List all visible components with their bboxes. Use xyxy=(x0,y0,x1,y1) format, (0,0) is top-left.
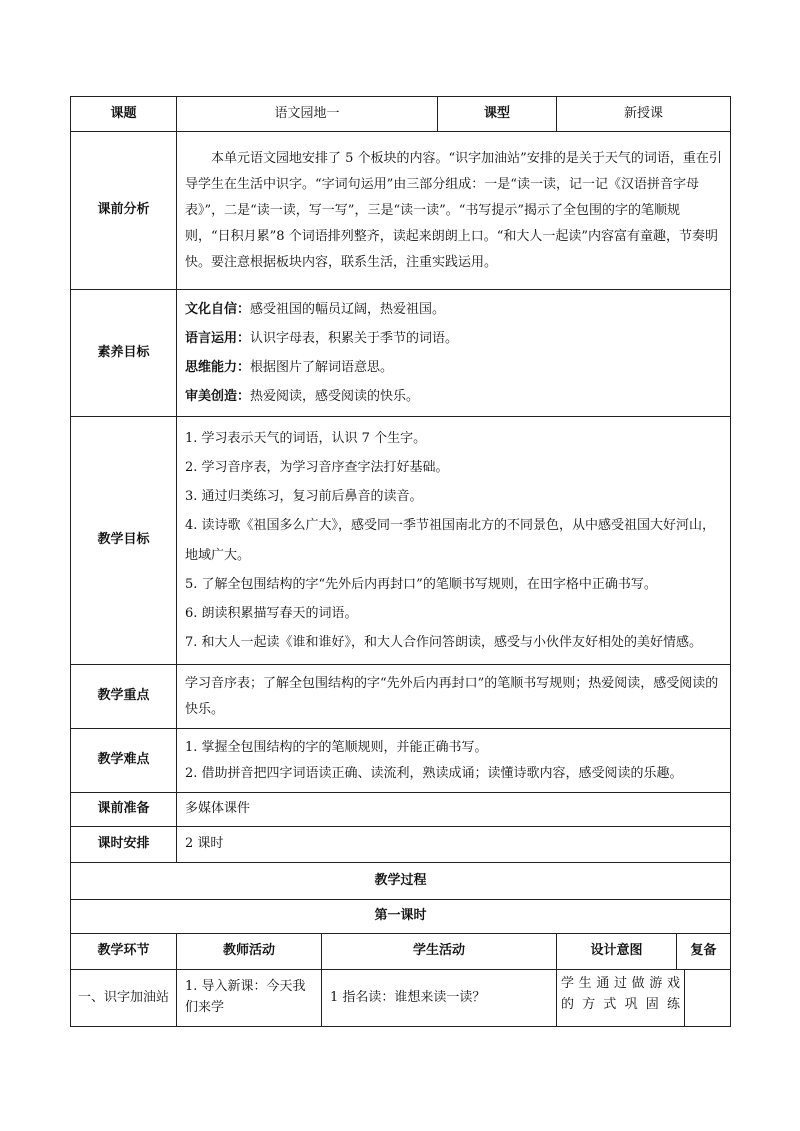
column-header-intent: 设计意图 xyxy=(557,934,677,969)
literacy-label: 素养目标 xyxy=(71,290,177,417)
header-row xyxy=(71,97,731,132)
topic-value: 语文园地一 xyxy=(177,97,438,132)
student-cell: 1 指名读：谁想来读一读？ xyxy=(322,970,557,1027)
schedule-value: 2 课时 xyxy=(177,827,731,863)
goal-item: 6. 朗读积累描写春天的词语。 xyxy=(185,606,358,621)
column-header-row xyxy=(71,934,731,970)
literacy-row xyxy=(71,290,731,417)
goal-item: 2. 学习音序表，为学习音序查字法打好基础。 xyxy=(185,459,449,475)
analysis-text: 本单元语文园地安排了 5 个板块的内容。“识字加油站”安排的是关于天气的词语，重在引导学生在生活中识字。“字词句运用”由三部分组成：一是“读一读，记一记《汉语拼音字母表》”，二是“读一读，写一写”，三是“读一读”。“书写提示”揭示了全包围的字的笔顺规则，“日积月累”8 个词语排列整齐，读起来朗朗上口。“和大人一起读”内容富有童趣，节奏明快。要注意根据板块内容，联系生活，注重实践运用。 xyxy=(185,150,722,270)
goals-row xyxy=(71,417,731,665)
key-points-text: 学习音序表；了解全包围结构的字“先外后内再封口”的笔顺书写规则；热爱阅读，感受阅读的快乐。 xyxy=(185,675,719,717)
review-cell xyxy=(685,970,731,1026)
type-value: 新授课 xyxy=(557,97,731,132)
prep-value: 多媒体课件 xyxy=(177,793,731,827)
analysis-label: 课前分析 xyxy=(71,132,177,290)
goal-item: 1. 学习表示天气的词语，认识 7 个生字。 xyxy=(185,430,427,446)
schedule-label: 课时安排 xyxy=(71,827,177,863)
goal-item: 5. 了解全包围结构的字“先外后内再封口”的笔顺书写规则，在田字格中正确书写。 xyxy=(185,576,657,592)
literacy-item: 语言运用：认识字母表，积累关于季节的词语。 xyxy=(185,330,459,346)
column-header-student: 学生活动 xyxy=(322,934,557,970)
key-points-row xyxy=(71,665,731,729)
literacy-item: 文化自信：感受祖国的幅员辽阔，热爱祖国。 xyxy=(185,301,446,317)
goal-item: 7. 和大人一起读《谁和谁好》，和大人合作问答朗读，感受与小伙伴友好相处的美好情感。 xyxy=(185,635,703,651)
lesson-plan-table xyxy=(70,96,731,1027)
topic-label: 课题 xyxy=(71,97,177,132)
difficulty-item: 2. 借助拼音把四字词语读正确、读流利，熟读成诵；读懂诗歌内容，感受阅读的乐趣。 xyxy=(185,765,683,781)
analysis-row xyxy=(71,132,731,290)
type-label: 课型 xyxy=(438,97,557,132)
key-points-label: 教学重点 xyxy=(71,665,177,729)
goal-item: 3. 通过归类练习，复习前后鼻音的读音。 xyxy=(185,489,423,504)
intent-cell: 学生通过做游戏 的方式巩固练 xyxy=(557,970,685,1026)
prep-row xyxy=(71,793,731,827)
goals-label: 教学目标 xyxy=(71,417,177,665)
goal-item: 4. 读诗歌《祖国多么广大》，感受同一季节祖国南北方的不同景色，从中感受祖国大好河山，地域广大。 xyxy=(185,518,716,563)
table-row xyxy=(71,970,731,1027)
prep-label: 课前准备 xyxy=(71,793,177,827)
column-header-stage: 教学环节 xyxy=(71,934,177,970)
difficulties-label: 教学难点 xyxy=(71,729,177,793)
difficulty-item: 1. 掌握全包围结构的字的笔顺规则，并能正确书写。 xyxy=(185,739,488,755)
schedule-row xyxy=(71,827,731,863)
lesson-title: 第一课时 xyxy=(71,900,731,934)
difficulties-row xyxy=(71,729,731,793)
lesson-title-row xyxy=(71,900,731,934)
process-title-row xyxy=(71,863,731,900)
literacy-item: 审美创造：热爱阅读，感受阅读的快乐。 xyxy=(185,389,420,405)
process-title: 教学过程 xyxy=(71,863,731,900)
literacy-item: 思维能力：根据图片了解词语意思。 xyxy=(185,360,394,375)
column-header-review: 复备 xyxy=(690,943,717,959)
column-header-teacher: 教师活动 xyxy=(177,934,322,970)
stage-cell: 一、识字加油站 xyxy=(71,970,177,1027)
teacher-cell: 1. 导入新课：今天我们来学 xyxy=(177,970,322,1027)
